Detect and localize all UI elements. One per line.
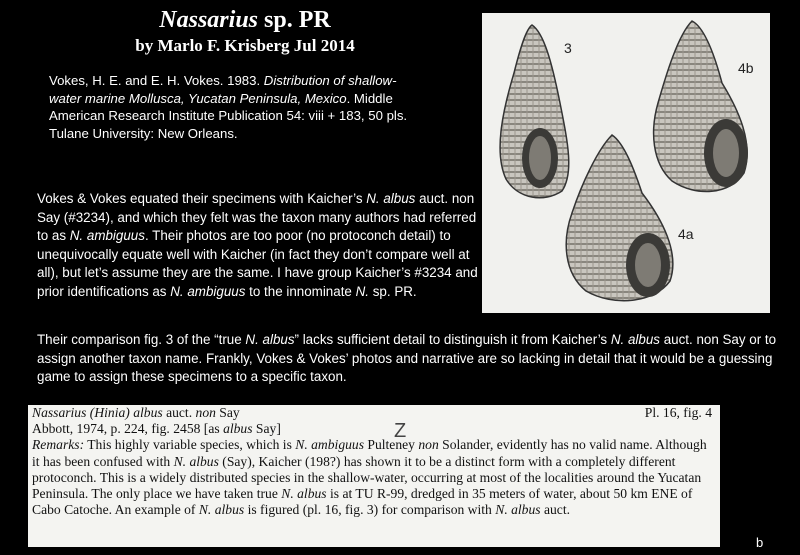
excerpt-taxon: Nassarius (Hinia) albus — [32, 405, 163, 420]
title-rest: sp. PR — [258, 7, 331, 33]
shell-plate-figure — [482, 13, 770, 313]
shell-figure-4a — [566, 135, 673, 301]
remarks-label: Remarks: — [32, 437, 85, 453]
abbott-end: Say] — [252, 421, 281, 437]
p2-text: Their comparison fig. 3 of the “true — [37, 332, 246, 347]
shell-label-4b: 4b — [738, 60, 754, 76]
shell-figure-4b — [654, 21, 748, 191]
citation-authors: Vokes, H. E. and E. H. Vokes. 1983. — [49, 73, 264, 88]
excerpt-plate-ref: Pl. 16, fig. 4 — [644, 405, 712, 420]
p1-text: to the innominate — [245, 283, 356, 299]
excerpt-heading-row — [28, 405, 720, 421]
remarks-text: is at TU R-99, dredged in 35 meters of water, about 50 km ENE of Cabo Catoche. An example of — [32, 486, 693, 518]
p1-text: auct. non Say (#3234), and which they felt was the taxon many authors had referred to as — [37, 191, 477, 243]
shell-label-3: 3 — [564, 40, 572, 56]
excerpt-say: Say — [215, 405, 240, 420]
remarks-species: N. albus — [198, 502, 245, 518]
p1-text: Vokes & Vokes equated their specimens with Kaicher’s — [37, 191, 367, 206]
citation — [49, 72, 419, 142]
p1-species: N. albus — [366, 191, 416, 206]
remarks-text: Pulteney — [364, 437, 419, 453]
p1-species: N. ambiguus — [69, 228, 145, 243]
p1-text: sp. PR. — [369, 283, 417, 299]
shell-label-4a: 4a — [678, 226, 694, 242]
handwritten-mark: Z — [394, 420, 407, 442]
excerpt-heading — [32, 405, 240, 421]
remarks-text: is figured (pl. 16, fig. 3) for comparison with — [244, 502, 496, 518]
remarks-species: N. albus — [495, 502, 541, 518]
remarks-text: (Say), Kaicher (198?) has shown it to be a distinct form with a completely different protoconch. This is a widely distributed species in the shallow-water, occurring at most of the localities around the Yucatan Peninsula. The only place we have taken true — [32, 453, 702, 502]
paragraph-2 — [37, 331, 797, 387]
p1-species: N. — [355, 283, 370, 299]
page-label: b — [756, 535, 764, 550]
remarks-text: Solander, evidently has no valid name. Although it has been confused with — [32, 437, 707, 469]
page-title — [60, 6, 430, 34]
excerpt-remarks — [28, 437, 720, 518]
title-genus: Nassarius — [159, 7, 259, 33]
abbott-italic: albus — [223, 421, 253, 437]
abbott-text: Abbott, 1974, p. 224, fig. 2458 [as — [32, 421, 224, 437]
remarks-text: This highly variable species, which is — [84, 437, 296, 453]
citation-work-title: Distribution of shallow-water marine Mollusca, Yucatan Peninsula, Mexico — [49, 73, 397, 106]
shell-figure-3 — [500, 25, 569, 198]
excerpt-non: non — [195, 405, 216, 420]
p2-species: N. albus — [245, 332, 295, 347]
p1-species: N. ambiguus — [170, 283, 246, 299]
excerpt-auct: auct. — [162, 405, 196, 420]
p2-text: ” lacks sufficient detail to distinguish it from Kaicher’s — [294, 332, 611, 347]
excerpt-abbott-line — [28, 420, 720, 442]
remarks-text: auct. — [540, 502, 571, 518]
remarks-species: N. albus — [173, 453, 219, 469]
p1-text: . Their photos are too poor (no protoconch detail) to unequivocally equate well with Kaicher (in fact they don’t compare well at all), but let’s assume they are the same. I have group Kaicher’s #3234 and prior identifications as — [37, 228, 478, 299]
byline: by Marlo F. Krisberg Jul 2014 — [135, 36, 355, 55]
remarks-species: N. albus — [281, 486, 327, 502]
p2-species: N. albus — [610, 332, 660, 347]
book-excerpt — [28, 405, 720, 547]
remarks-non: non — [418, 437, 439, 453]
remarks-species: N. ambiguus — [295, 437, 364, 453]
citation-rest: . Middle American Research Institute Publication 54: viii + 183, 50 pls. Tulane University: New Orleans. — [49, 90, 408, 141]
shell-plate-image — [482, 13, 770, 313]
p2-text: auct. non Say or to assign another taxon name. Frankly, Vokes & Vokes’ photos and narrative are so lacking in detail that it would be a guessing game to assign these specimens to a specific taxon. — [37, 332, 777, 384]
paragraph-1 — [37, 190, 482, 301]
